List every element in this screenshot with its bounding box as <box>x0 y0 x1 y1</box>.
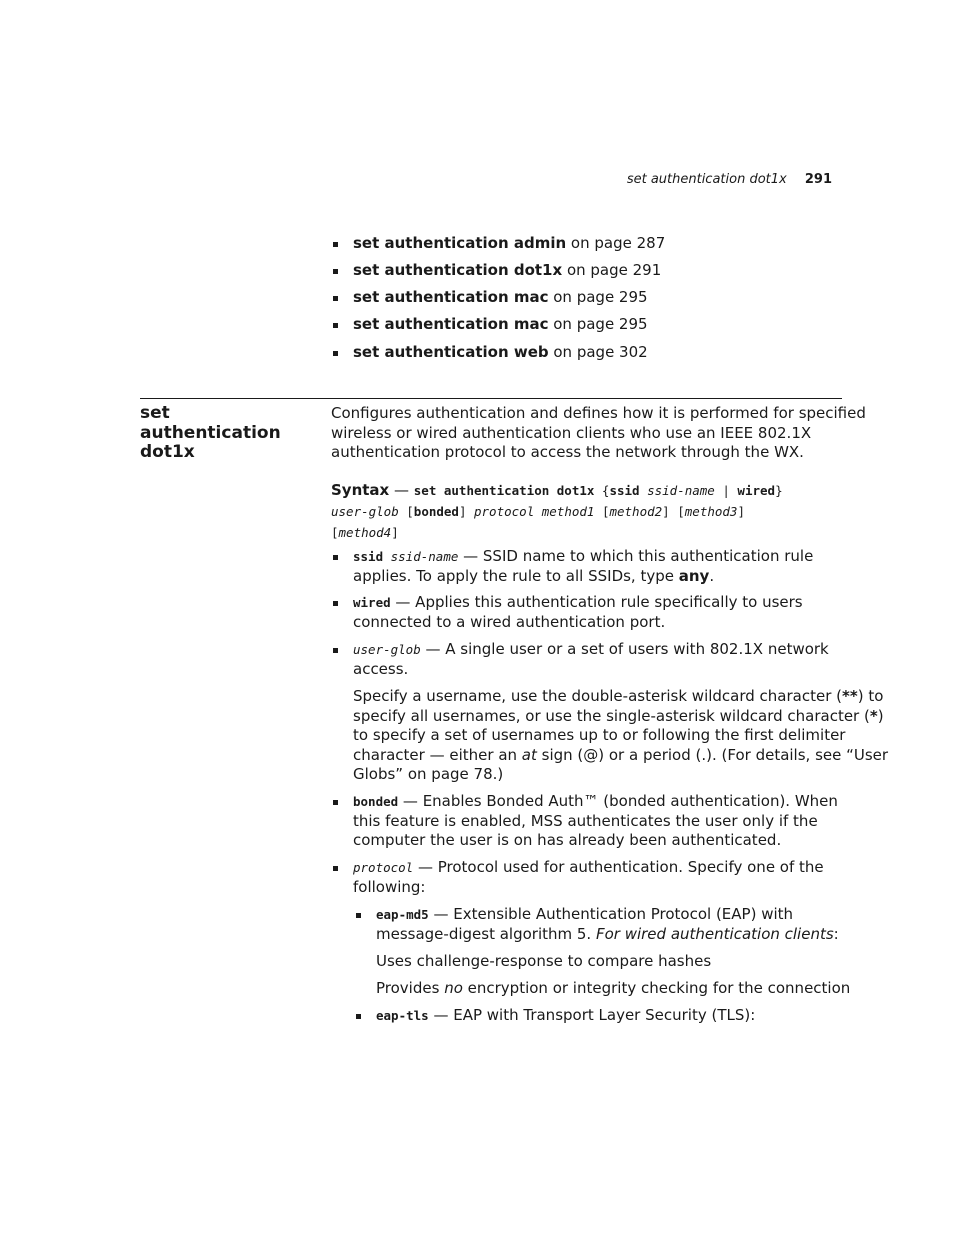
param-text: specify all usernames, or use the single-asterisk wildcard character ( <box>353 706 870 725</box>
page-reference: on page 291 <box>562 261 662 279</box>
syntax-keyword: ssid <box>609 483 640 498</box>
bullet-icon <box>333 800 338 805</box>
syntax-line <box>331 522 783 543</box>
param-text: computer the user is on has already been authenticated. <box>353 831 782 850</box>
param-argument: ssid-name <box>383 549 459 564</box>
eap-md5-detail <box>376 979 850 999</box>
description-line: authentication protocol to access the network through the WX. <box>331 443 804 462</box>
syntax-bracket: ] <box>458 504 467 519</box>
syntax-argument: protocol method1 <box>466 504 595 519</box>
param-keyword: ssid <box>353 549 384 564</box>
syntax-dash: — <box>389 481 414 499</box>
syntax-bracket: [ <box>669 504 685 519</box>
page-reference: on page 295 <box>548 315 648 333</box>
syntax-pipe: | <box>714 483 738 498</box>
param-text: For wired authentication clients <box>595 924 834 943</box>
param-text: — SSID name to which this authentication rule <box>458 547 814 565</box>
section-title-line: dot1x <box>140 442 195 462</box>
bullet-icon <box>333 296 338 301</box>
syntax-bracket: [ <box>398 504 414 519</box>
param-keyword: eap-md5 <box>376 907 429 922</box>
description-line: wireless or wired authentication clients who use an IEEE 802.1X <box>331 423 812 442</box>
param-text: encryption or integrity checking for the connection <box>462 979 851 997</box>
syntax-bracket: ] <box>737 504 745 519</box>
param-text: . <box>709 566 715 585</box>
eap-md5-detail: Uses challenge-response to compare hashes <box>376 952 712 970</box>
command-link[interactable]: set authentication web <box>353 343 549 361</box>
param-user-glob <box>353 640 829 679</box>
command-link[interactable]: set authentication dot1x <box>353 261 563 279</box>
bullet-icon <box>333 866 338 871</box>
param-argument: user-glob <box>353 642 421 657</box>
syntax-bracket: [ <box>594 504 610 519</box>
param-ssid <box>353 547 813 586</box>
param-bonded <box>353 792 838 851</box>
param-text: — Extensible Authentication Protocol (EAP) with <box>428 905 794 923</box>
param-text: character — either an <box>353 745 522 764</box>
param-text: Provides <box>376 979 445 997</box>
syntax-argument: method4 <box>338 525 392 540</box>
running-title: set authentication dot1x <box>626 172 787 187</box>
section-title <box>140 404 315 463</box>
page-reference: on page 302 <box>548 343 648 361</box>
param-text: at <box>521 745 537 764</box>
param-text: — Enables Bonded Auth™ (bonded authentication). When <box>398 792 838 810</box>
section-description <box>331 404 866 463</box>
bullet-icon <box>333 648 338 653</box>
syntax-argument: user-glob <box>331 504 399 519</box>
syntax-brace: } <box>775 483 783 498</box>
running-header <box>627 172 832 187</box>
list-item <box>353 315 648 335</box>
param-text: message-digest algorithm 5. <box>376 924 596 943</box>
command-link[interactable]: set authentication admin <box>353 234 567 252</box>
bullet-icon <box>356 1014 361 1019</box>
param-text: applies. To apply the rule to all SSIDs, type <box>353 566 679 585</box>
cross-reference[interactable]: Globs” on page 78.) <box>353 765 504 784</box>
bullet-icon <box>333 242 338 247</box>
bullet-icon <box>333 351 338 356</box>
list-item <box>353 234 665 254</box>
bullet-icon <box>333 555 338 560</box>
wildcard-char: * <box>869 706 878 725</box>
syntax-argument: method3 <box>684 504 738 519</box>
param-keyword: bonded <box>353 794 399 809</box>
syntax-brace: { <box>594 483 610 498</box>
syntax-bracket: ] <box>391 525 399 540</box>
bullet-icon <box>333 269 338 274</box>
param-value: any <box>678 566 710 585</box>
command-link[interactable]: set authentication mac <box>353 288 549 306</box>
syntax-command: set authentication dot1x <box>413 483 595 498</box>
page-reference: on page 295 <box>548 288 648 306</box>
user-glob-details <box>353 687 888 785</box>
param-text: — Applies this authentication rule specifically to users <box>390 593 803 611</box>
param-text: — EAP with Transport Layer Security (TLS): <box>428 1006 756 1024</box>
cross-reference[interactable]: sign (@) or a period (.). (For details, see “User <box>536 745 889 764</box>
syntax-argument: method2 <box>609 504 663 519</box>
syntax-keyword: wired <box>737 483 776 498</box>
syntax-line <box>331 501 783 522</box>
wildcard-char: ** <box>842 687 858 705</box>
param-text: access. <box>353 659 409 678</box>
param-text: to specify a set of usernames up to or following the first delimiter <box>353 726 846 745</box>
protocol-eap-md5 <box>376 905 839 944</box>
param-text: : <box>833 924 839 943</box>
page-reference: on page 287 <box>566 234 666 252</box>
list-item <box>353 343 648 363</box>
param-keyword: wired <box>353 595 391 610</box>
syntax-bracket: ] <box>662 504 670 519</box>
bullet-icon <box>356 913 361 918</box>
param-text: connected to a wired authentication port. <box>353 612 666 631</box>
param-text: this feature is enabled, MSS authenticates the user only if the <box>353 811 818 830</box>
param-text: ) to <box>857 687 884 705</box>
description-line: Configures authentication and defines how it is performed for specified <box>331 404 866 422</box>
page-number: 291 <box>804 172 832 187</box>
param-keyword: eap-tls <box>376 1008 429 1023</box>
list-item <box>353 288 648 308</box>
bullet-icon <box>333 601 338 606</box>
syntax-keyword: bonded <box>413 504 459 519</box>
param-text: Specify a username, use the double-asterisk wildcard character ( <box>353 687 843 705</box>
param-wired <box>353 593 803 632</box>
section-title-line: set authentication <box>140 403 281 443</box>
param-text: — Protocol used for authentication. Specify one of the <box>413 858 824 876</box>
param-text: no <box>444 979 463 997</box>
param-argument: protocol <box>353 860 414 875</box>
syntax-block <box>331 480 783 543</box>
syntax-label: Syntax <box>331 481 390 499</box>
param-text: following: <box>353 877 426 896</box>
section-rule <box>140 398 842 399</box>
param-text: — A single user or a set of users with 802.1X network <box>420 640 829 658</box>
list-item <box>353 261 661 281</box>
syntax-bracket: [ <box>331 525 339 540</box>
syntax-line <box>331 480 783 501</box>
param-text: ) <box>877 706 884 725</box>
protocol-eap-tls <box>376 1006 755 1026</box>
syntax-argument: ssid-name <box>639 483 715 498</box>
param-protocol <box>353 858 824 897</box>
bullet-icon <box>333 323 338 328</box>
command-link[interactable]: set authentication mac <box>353 315 549 333</box>
